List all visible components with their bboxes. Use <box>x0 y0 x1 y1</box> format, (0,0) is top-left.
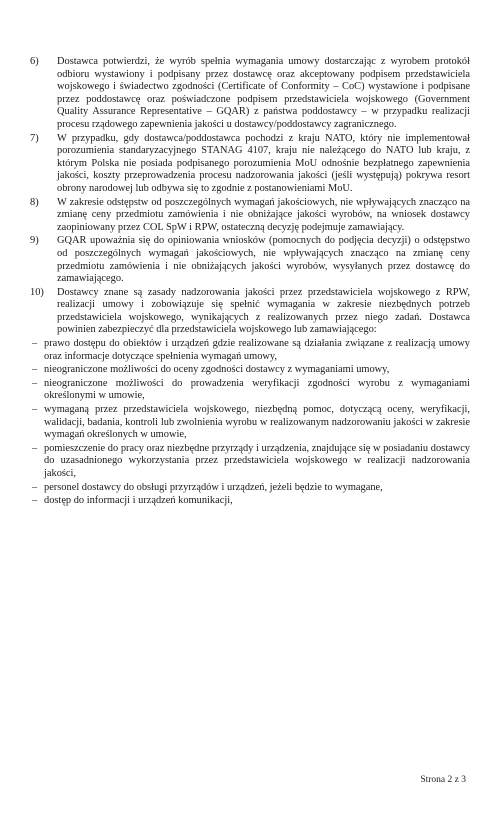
bullet-item: – wymaganą przez przedstawiciela wojskowego, niezbędną pomoc, dotyczącą oceny, weryfikacji, walidacji, badania, kontroli lub zwolnienia wyrobu w realizowanym nadzorowaniu jakości w zakresie wymagań określonych w umowie, <box>30 404 470 442</box>
bullet-item: – dostęp do informacji i urządzeń komunikacji, <box>30 495 470 508</box>
item-number: 7) <box>30 132 39 144</box>
list-item-7 <box>30 133 470 196</box>
document-body <box>30 56 470 509</box>
list-item-9 <box>30 235 470 285</box>
bullet-item: – pomieszczenie do pracy oraz niezbędne przyrządy i urządzenia, znajdujące się w posiadaniu dostawcy do uzasadnionego wykorzystania przez przedstawiciela wojskowego w realizacji nadzorowania jakości, <box>30 443 470 481</box>
item-number: 10) <box>30 286 44 298</box>
bullet-item: – prawo dostępu do obiektów i urządzeń gdzie realizowane są działania związane z realizacją umowy oraz informacje dotyczące spełnienia wymagań umowy, <box>30 338 470 363</box>
list-item-10 <box>30 287 470 337</box>
requirements-list <box>30 338 470 508</box>
item-text: GQAR upoważnia się do opiniowania wniosków (pomocnych do podjęcia decyzji) o odstępstwo od poszczególnych wymagań jakościowych, nie wpływających znacząco na zmianę ceny przedmiotu zamówienia i nie obniżających jakości wyrobów, wysyłanych przez dostawcę do zamawiającego. <box>57 235 470 285</box>
item-text: Dostawcy znane są zasady nadzorowania jakości przez przedstawiciela wojskowego z RPW, realizacji umowy i zobowiązuje się spełnić wymagania w zakresie niezbędnych potrzeb przedstawiciela wojskowego, wynikających z realizowanych przez niego zadań. Dostawca powinien zabezpieczyć dla przedstawiciela wojskowego lub zamawiającego: <box>57 286 470 336</box>
page-number: Strona 2 z 3 <box>420 775 466 785</box>
item-number: 9) <box>30 235 39 247</box>
list-item-6 <box>30 56 470 132</box>
bullet-item: – personel dostawcy do obsługi przyrządów i urządzeń, jeżeli będzie to wymagane, <box>30 482 470 495</box>
bullet-item: – nieograniczone możliwości do oceny zgodności dostawcy z wymaganiami umowy, <box>30 364 470 377</box>
bullet-item: – nieograniczone możliwości do prowadzenia weryfikacji zgodności wyrobu z wymaganiami określonymi w umowie, <box>30 378 470 403</box>
item-number: 6) <box>30 56 39 67</box>
list-item-8 <box>30 197 470 235</box>
item-number: 8) <box>30 196 39 208</box>
item-text: Dostawca potwierdzi, że wyrób spełnia wymagania umowy dostarczając z wyrobem protokół odbioru wystawiony i podpisany przez dostawcę oraz akceptowany podpisem przedstawiciela wojskowego i świadectwo zgodności (Certificate of Conformity – CoC) wystawione i podpisane przez poddostawcę oraz poświadczone podpisem przedstawiciela wojskowego (Government Quality Assurance Representative – GQAR) z państwa poddostawcy – w przypadku realizacji procesu rządowego zapewnienia jakości u dostawcy/poddostawcy zagranicznego. <box>57 56 470 130</box>
item-text: W zakresie odstępstw od poszczególnych wymagań jakościowych, nie wpływających znacząco na zmianę ceny przedmiotu zamówienia i nie obniżające jakości wyrobów, na wniosek dostawcy zaopiniowany przez COL SpW i RPW, ostateczną decyzję podejmuje zamawiający. <box>57 196 470 233</box>
item-text: W przypadku, gdy dostawca/poddostawca pochodzi z kraju NATO, który nie implementował porozumienia standaryzacyjnego STANAG 4107, kraju nie należącego do NATO lub kraju, z którym Polska nie posiada podpisanego porozumienia MoU odnośnie bezpłatnego zapewnienia jakości, koszty przeprowadzenia procesu nadzorowania jakości (jeśli występują) pokrywa resort obrony narodowej lub odbywa się to zgodnie z postanowieniami MoU. <box>57 132 470 194</box>
